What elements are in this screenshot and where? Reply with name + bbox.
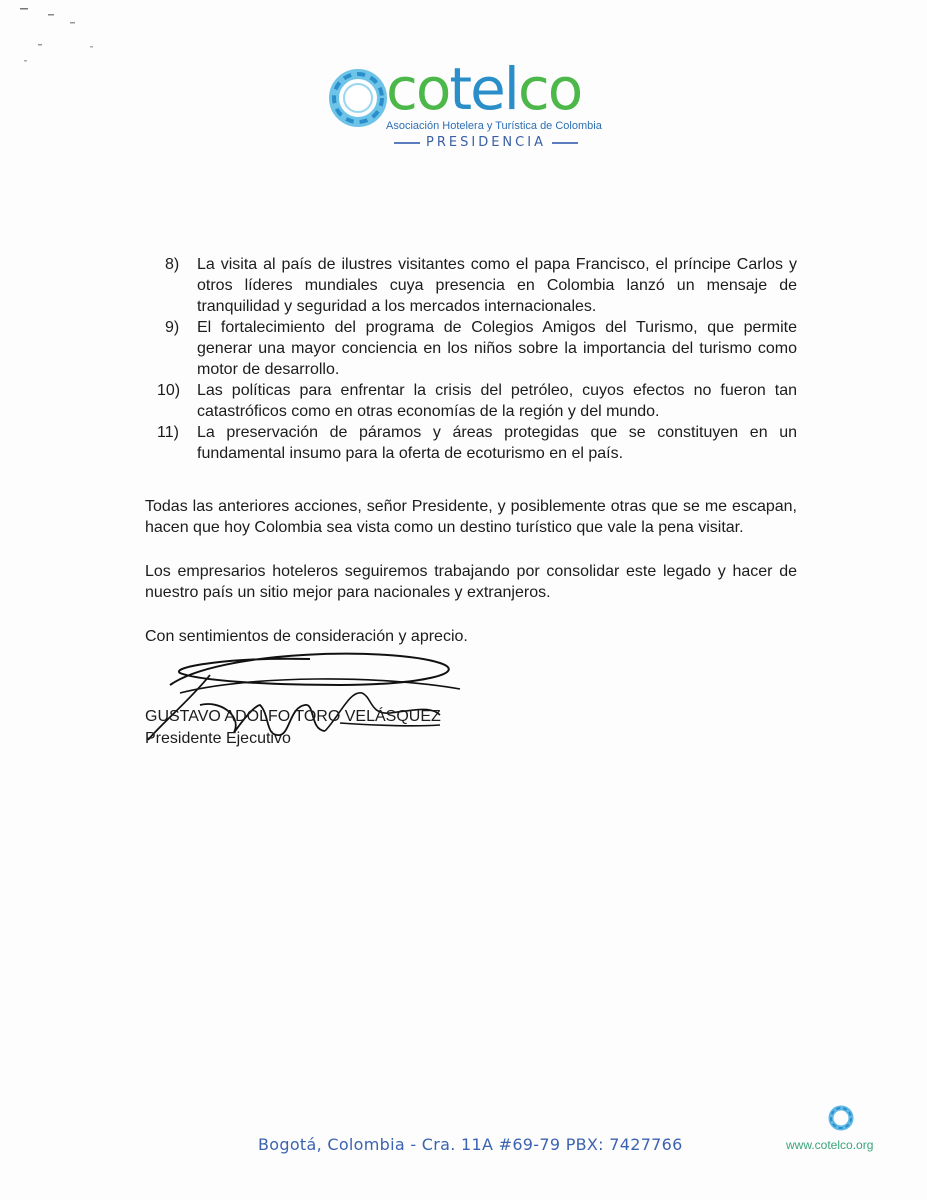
list-item-text: El fortalecimiento del programa de Colegios Amigos del Turismo, que permite generar una mayor conciencia en los niños sobre la importancia del turismo como motor de desarrollo.: [197, 319, 797, 378]
closing-line: Con sentimientos de consideración y aprecio.: [145, 628, 468, 645]
office-rule-left: [394, 142, 420, 144]
signer-block: [145, 706, 441, 750]
list-item-text: La preservación de páramos y áreas protegidas que se constituyen en un fundamental insumo para la oferta de ecoturismo en el país.: [197, 424, 797, 462]
paragraph-actions: Todas las anteriores acciones, señor Presidente, y posiblemente otras que se me escapan, hacen que hoy Colombia sea vista como un destino turístico que vale la pena visitar.: [145, 498, 797, 536]
list-item-number: 9): [165, 319, 180, 336]
letterhead: [328, 55, 602, 155]
letter-body: [145, 254, 797, 647]
list-item-number: 11): [157, 424, 179, 441]
signer-name: GUSTAVO ADOLFO TORO VELÁSQUEZ: [145, 708, 441, 725]
footer-address: Bogotá, Colombia - Cra. 11A #69-79 PBX: 7427766: [258, 1135, 683, 1154]
list-item-number: 10): [157, 382, 181, 399]
footer-website[interactable]: www.cotelco.org: [786, 1138, 874, 1152]
letterhead-tagline: Asociación Hotelera y Turística de Colombia: [386, 120, 602, 132]
cotelco-footer-logo-icon: [827, 1104, 855, 1132]
numbered-list: [145, 254, 797, 464]
list-item-text: Las políticas para enfrentar la crisis del petróleo, cuyos efectos no fueron tan catastróficos como en otras economías de la región y del mundo.: [197, 382, 797, 420]
signer-title: Presidente Ejecutivo: [145, 730, 291, 747]
letterhead-office: [386, 135, 586, 150]
list-item-number: 8): [165, 256, 180, 273]
list-item-text: La visita al país de ilustres visitantes como el papa Francisco, el príncipe Carlos y otros líderes mundiales cuya presencia en Colombia lanzó un mensaje de tranquilidad y seguridad a los mercados internacionales.: [197, 256, 797, 315]
brand-wordmark: cotelco: [386, 55, 582, 123]
list-item: [145, 380, 797, 422]
list-item: [145, 422, 797, 464]
office-rule-right: [552, 142, 578, 144]
list-item: [145, 317, 797, 380]
office-label: PRESIDENCIA: [426, 135, 546, 150]
paragraph-commitment: Los empresarios hoteleros seguiremos trabajando por consolidar este legado y hacer de nuestro país un sitio mejor para nacionales y extranjeros.: [145, 563, 797, 601]
cotelco-logo-icon: [328, 68, 388, 128]
list-item: [145, 254, 797, 317]
